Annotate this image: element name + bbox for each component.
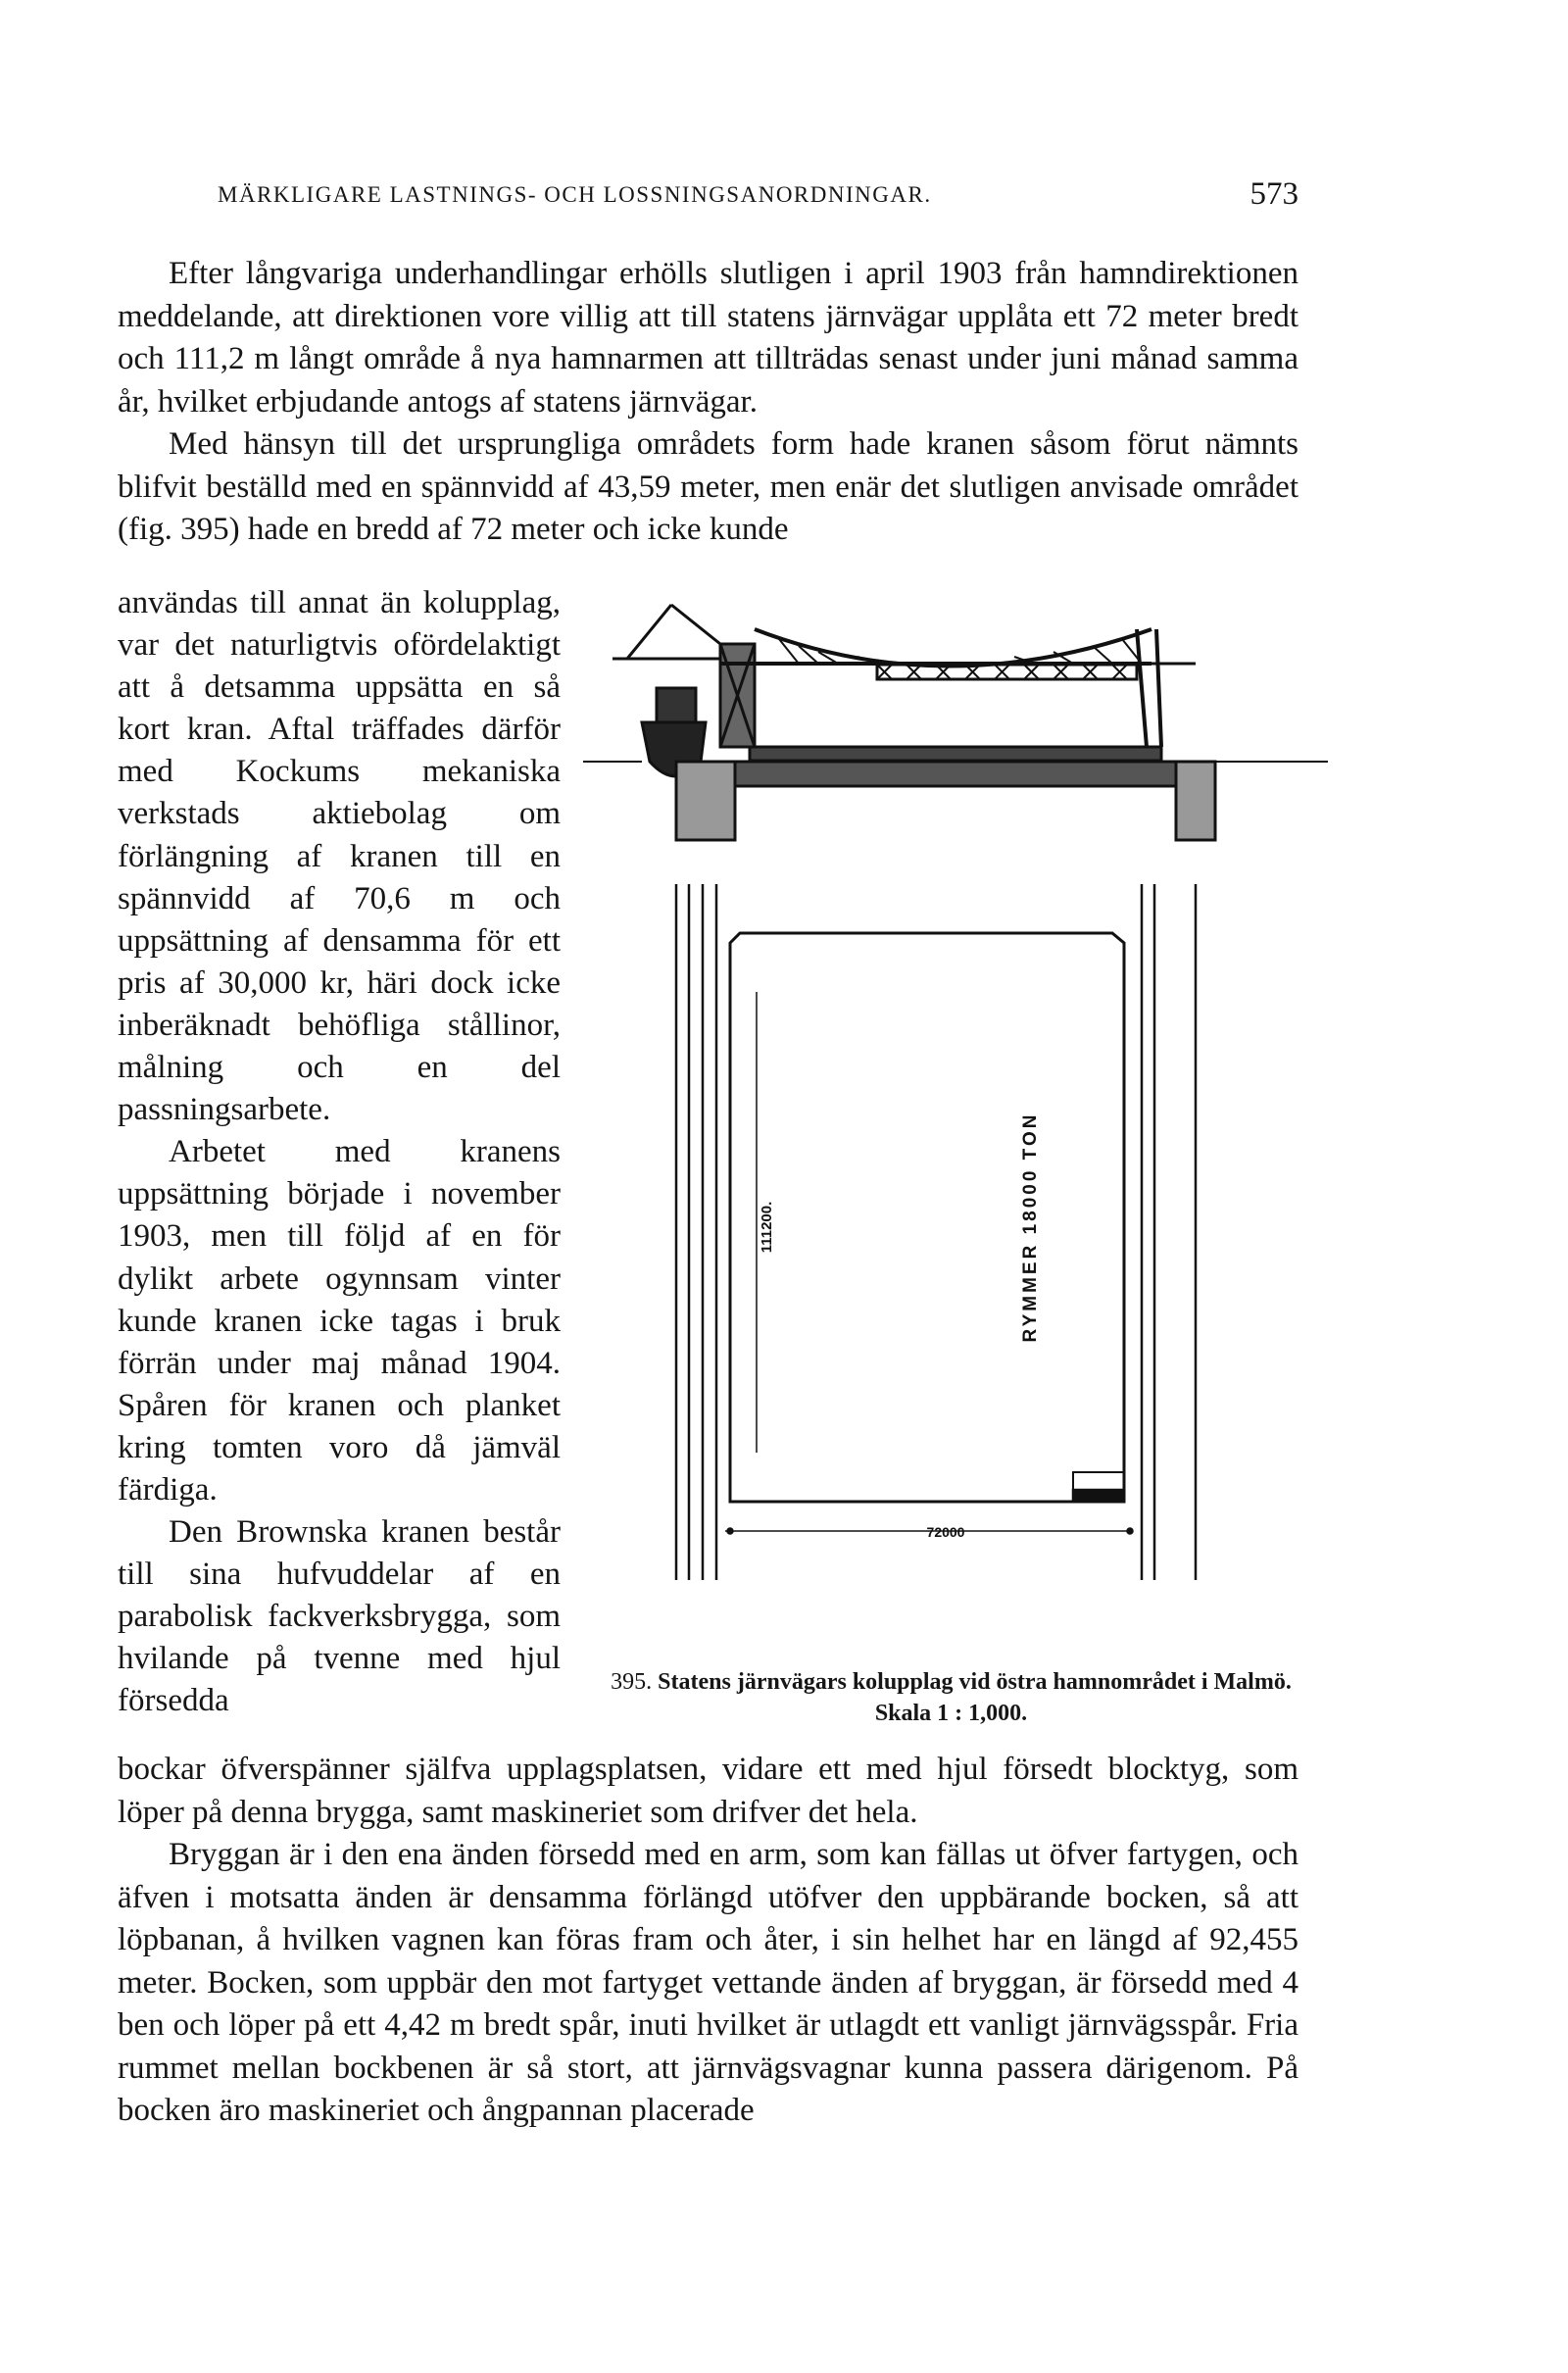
caption-number: 395.: [611, 1669, 653, 1695]
paragraph-2-continued: användas till annat än kolupplag, var det naturligtvis ofördelaktigt att å detsamma uppsätta en så kort kran. Aftal träffades därför med Kockums mekaniska verkstads aktiebolag om förlängning af kranen till en spännvidd af 70,6 m och uppsättning af densamma för ett pris af 30,000 kr, häri dock icke inberäknadt behöfliga stållinor, målning och en del passningsarbete.: [118, 585, 561, 1128]
dimension-width-label: 72000: [926, 1524, 965, 1540]
crane-elevation-drawing: [583, 605, 1328, 840]
body-text-top: [118, 253, 1298, 552]
body-text-narrow-column: [118, 582, 561, 1723]
running-header: [118, 176, 1298, 222]
figure-caption: [586, 1666, 1316, 1729]
paragraph-4-intro: Den Brownska kranen består till sina hufvuddelar af en parabolisk fackverksbrygga, som hvilande på tvenne med hjul försedda: [118, 1514, 561, 1719]
storage-plan-drawing: [676, 884, 1196, 1580]
paragraph-4-continued: bockar öfverspänner själfva upplagsplatsen, vidare ett med hjul försedt blocktyg, som löper på denna brygga, samt maskineriet som drifver det hela.: [118, 1752, 1298, 1830]
page-number: 573: [1250, 176, 1298, 212]
capacity-label: RYMMER 18000 TON: [1020, 1112, 1041, 1343]
running-title: MÄRKLIGARE LASTNINGS- OCH LOSSNINGSANORDNINGAR.: [218, 182, 932, 207]
paragraph-5: Bryggan är i den ena änden försedd med en arm, som kan fällas ut öfver fartygen, och äfven i motsatta änden är densamma förlängd utöfver den uppbärande bocken, så att löpbanan, å hvilken vagnen kan föras fram och åter, i sin helhet har en längd af 92,455 meter. Bocken, som uppbär den mot fartyget vettande änden af bryggan, är försedd med 4 ben och löper på ett 4,42 m bredt spår, inuti hvilket är utlagdt ett vanligt järnvägsspår. Fria rummet mellan bockbenen är så stort, att järnvägsvagnar kunna passera därigenom. På bocken äro maskineriet och ångpannan placerade: [118, 1837, 1298, 2128]
figure-coal-storage: [583, 590, 1328, 1629]
paragraph-2-intro: Med hänsyn till det ursprungliga områdets form hade kranen såsom förut nämnts blifvit beställd med en spännvidd af 43,59 meter, men enär det slutligen anvisade området (fig. 395) hade en bredd af 72 meter och icke kunde: [118, 426, 1298, 547]
caption-text: Statens järnvägars kolupplag vid östra hamnområdet i Malmö. Skala 1 : 1,000.: [658, 1669, 1292, 1726]
dimension-length-label: 111200.: [759, 1201, 775, 1254]
body-text-bottom: [118, 1749, 1298, 2133]
paragraph-1: Efter långvariga underhandlingar erhölls slutligen i april 1903 från hamndirektionen meddelande, att direktionen vore villig att till statens järnvägar upplåta ett 72 meter bredt och 111,2 m långt område å nya hamnarmen att tillträdas senast under juni månad samma år, hvilket erbjudande antogs af statens järnvägar.: [118, 256, 1298, 420]
paragraph-3: Arbetet med kranens uppsättning började i november 1903, men till följd af en för dylikt arbete ogynnsam vinter kunde kranen icke tagas i bruk förrän under maj månad 1904. Spåren för kranen och planket kring tomten voro då jämväl färdiga.: [118, 1134, 561, 1508]
